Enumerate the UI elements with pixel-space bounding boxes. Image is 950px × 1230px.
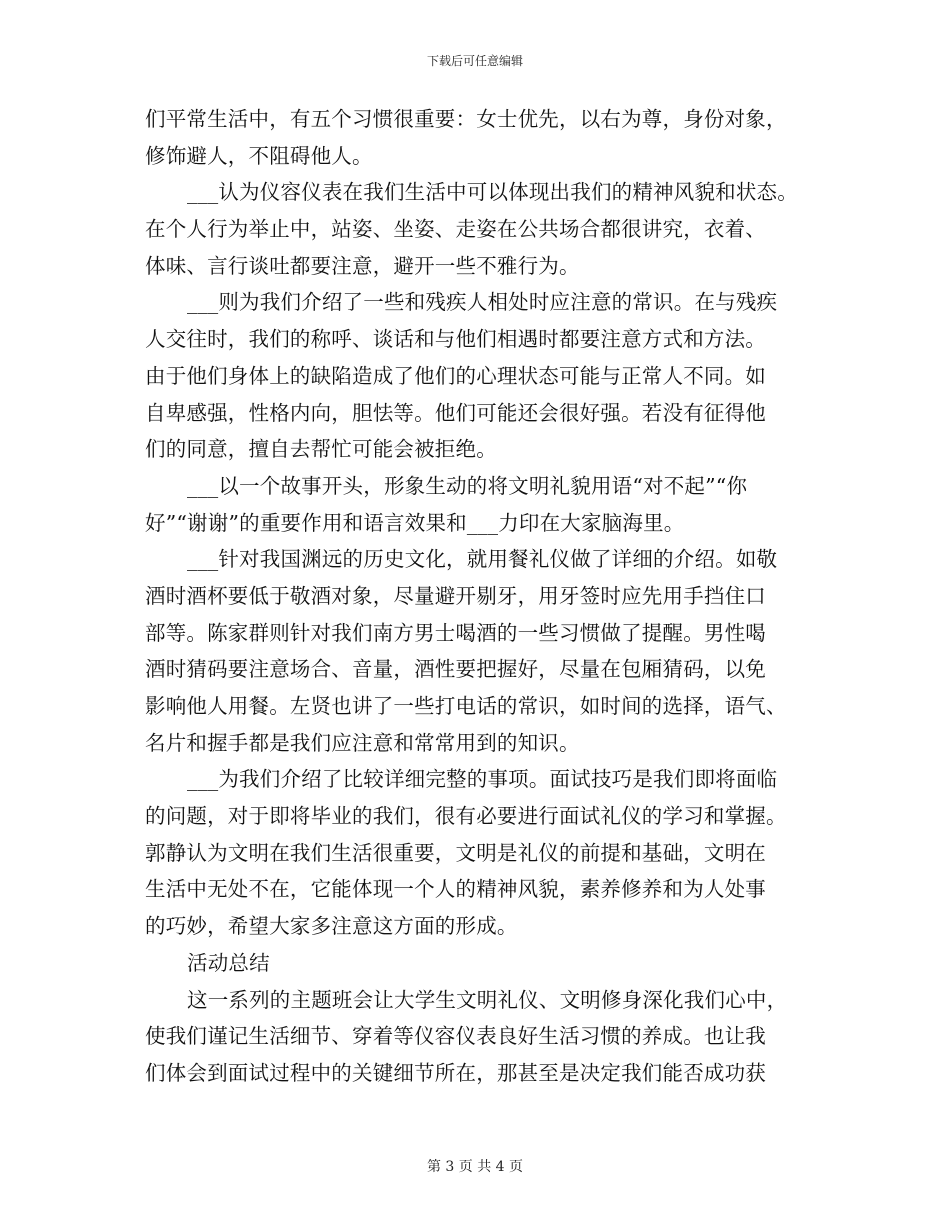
- text-line: 酒时猜码要注意场合、音量，酒性要把握好，尽量在包厢猜码，以免: [145, 657, 766, 682]
- paragraph-start-line: ___针对我国渊远的历史文化，就用餐礼仪做了详细的介绍。如敬: [187, 547, 778, 572]
- text-line: 生活中无处不在，它能体现一个人的精神风貌，素养修养和为人处事: [145, 877, 766, 902]
- text-line: 使我们谨记生活细节、穿着等仪容仪表良好生活习惯的养成。也让我: [145, 1024, 766, 1049]
- page-header: 下载后可任意编辑: [426, 54, 523, 68]
- section-heading: 活动总结: [187, 950, 270, 975]
- page-footer: 第 3 页 共 4 页: [426, 1159, 524, 1175]
- paragraph-start-line: ___以一个故事开头，形象生动的将文明礼貌用语“对不起”“你: [187, 473, 748, 498]
- paragraph-start-line: ___则为我们介绍了一些和残疾人相处时应注意的常识。在与残疾: [187, 290, 778, 315]
- text-line: 名片和握手都是我们应注意和常常用到的知识。: [145, 730, 580, 755]
- paragraph-start-line: ___认为仪容仪表在我们生活中可以体现出我们的精神风貌和状态。: [187, 180, 798, 205]
- text-line: 修饰避人，不阻碍他人。: [145, 143, 373, 168]
- text-line: 影响他人用餐。左贤也讲了一些打电话的常识，如时间的选择，语气、: [145, 694, 787, 718]
- text-line: 在个人行为举止中，站姿、坐姿、走姿在公共场合都很讲究，衣着、: [145, 217, 766, 242]
- document-body: [145, 101, 825, 1092]
- text-line: 部等。陈家群则针对我们南方男士喝酒的一些习惯做了提醒。男性喝: [145, 620, 766, 645]
- text-line: 人交往时，我们的称呼、谈话和与他们相遇时都要注意方式和方法。: [145, 327, 766, 352]
- text-line: 酒时酒杯要低于敬酒对象，尽量避开剔牙，用牙签时应先用手挡住口: [145, 583, 766, 608]
- paragraph-start-line: 这一系列的主题班会让大学生文明礼仪、文明修身深化我们心中，: [187, 987, 788, 1012]
- text-line: 们的同意，擅自去帮忙可能会被拒绝。: [145, 437, 497, 462]
- text-line: 的问题，对于即将毕业的我们，很有必要进行面试礼仪的学习和掌握。: [145, 804, 787, 829]
- paragraph-start-line: ___为我们介绍了比较详细完整的事项。面试技巧是我们即将面临: [187, 767, 778, 792]
- text-line: 们体会到面试过程中的关键细节所在，那甚至是决定我们能否成功获: [145, 1060, 766, 1085]
- text-line: 郭静认为文明在我们生活很重要，文明是礼仪的前提和基础，文明在: [145, 840, 766, 865]
- text-line: 由于他们身体上的缺陷造成了他们的心理状态可能与正常人不同。如: [145, 363, 766, 388]
- text-line: 们平常生活中，有五个习惯很重要：女士优先，以右为尊，身份对象，: [145, 107, 787, 131]
- text-line: 体味、言行谈吐都要注意，避开一些不雅行为。: [145, 253, 580, 278]
- text-line: 的巧妙，希望大家多注意这方面的形成。: [145, 914, 518, 939]
- text-line: 好”“谢谢”的重要作用和语言效果和___力印在大家脑海里。: [145, 510, 685, 535]
- text-line: 自卑感强，性格内向，胆怯等。他们可能还会很好强。若没有征得他: [145, 400, 766, 425]
